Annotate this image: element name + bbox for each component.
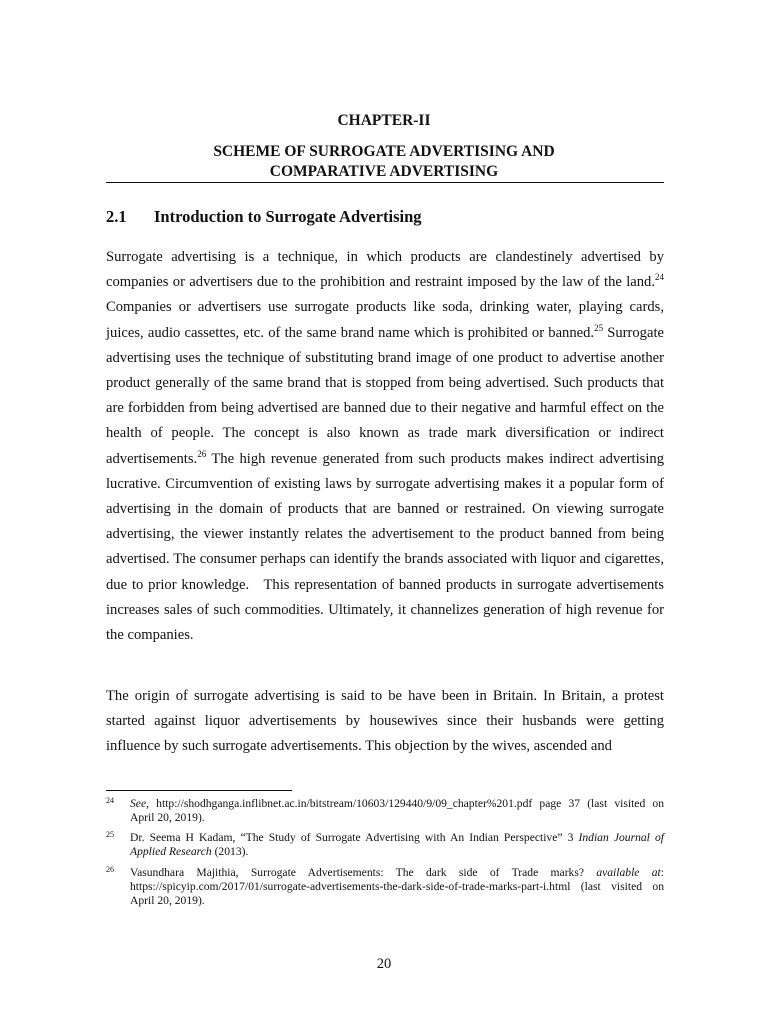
chapter-title-line-2: COMPARATIVE ADVERTISING xyxy=(269,163,499,180)
footnote-26 xyxy=(106,866,664,908)
chapter-title-line-1: SCHEME OF SURROGATE ADVERTISING AND xyxy=(213,143,555,160)
footnote-body: , http://shodhganga.inflibnet.ac.in/bitstream/10603/129440/9/09_chapter%201.pdf page 37 (last visited on April 20, 2019). xyxy=(130,797,664,824)
footnote-divider xyxy=(106,790,292,791)
paragraph-1-part-3: Surrogate advertising uses the technique of substituting brand image of one product to advertise another product generally of the same brand that is stopped from being advertised. Such products that are forbidden from being advertised are banned due to their negative and harmful effect on the health of people. The concept is also known as trade mark diversification or indirect advertisements. xyxy=(106,324,664,467)
footnote-body: Vasundhara Majithia, Surrogate Advertisements: The dark side of Trade marks? xyxy=(130,866,597,879)
paragraph-1-part-4: The high revenue generated from such products makes indirect advertising lucrative. Circumvention of existing laws by surrogate advertising makes it a popular form of advertising in the domain of products that are banned or restrained. On viewing surrogate advertising, the viewer instantly relates the advertisement to the product banned from being advertised. The consumer perhaps can identify the brands associated with liquor and cigarettes, due to prior knowledge. This representation of banned products in surrogate advertisements increases sales of such commodities. Ultimately, it channelizes generation of high revenue for the companies. xyxy=(106,450,664,644)
chapter-heading: CHAPTER-II xyxy=(337,112,431,129)
section-heading xyxy=(106,207,664,227)
title-divider xyxy=(106,182,664,183)
footnote-number: 24 xyxy=(106,796,114,805)
footnote-body-end: : https://spicyip.com/2017/01/surrogate-advertisements-the-dark-side-of-trade-marks-part-i.html (last visited on April 20, 2019). xyxy=(130,866,665,907)
section-title: Introduction to Surrogate Advertising xyxy=(154,207,422,226)
chapter-title xyxy=(150,142,618,182)
footnote-24 xyxy=(106,797,664,825)
paragraph-2: The origin of surrogate advertising is said to be have been in Britain. In Britain, a protest started against liquor advertisements by housewives since their husbands were getting influence by such surrogate advertisements. This objection by the wives, ascended and xyxy=(106,688,664,755)
footnote-italic: See xyxy=(130,797,147,810)
page-number: 20 xyxy=(376,956,392,972)
section-number: 2.1 xyxy=(106,207,127,226)
paragraph-1 xyxy=(106,245,664,648)
footnote-text xyxy=(130,866,664,908)
footnote-italic: Indian Journal of Applied Research xyxy=(130,831,664,858)
footnote-ref-24[interactable]: 24 xyxy=(655,272,664,283)
footnote-25 xyxy=(106,831,664,859)
footnote-ref-25[interactable]: 25 xyxy=(594,322,604,333)
footnote-number: 25 xyxy=(106,830,114,839)
footnote-italic: available at xyxy=(596,866,661,879)
footnote-body: Dr. Seema H Kadam, “The Study of Surrogate Advertising with An Indian Perspective” 3 xyxy=(130,831,579,844)
paragraph-1-part-2: Companies or advertisers use surrogate products like soda, drinking water, playing cards, juices, audio cassettes, etc. of the same brand name which is prohibited or banned. xyxy=(106,299,664,341)
footnote-ref-26[interactable]: 26 xyxy=(197,448,207,459)
footnote-number: 26 xyxy=(106,865,114,874)
footnote-text xyxy=(130,831,664,859)
footnote-text xyxy=(130,797,664,825)
footnote-body-end: (2013). xyxy=(211,845,249,858)
paragraph-1-part-1: Surrogate advertising is a technique, in which products are clandestinely advertised by companies or advertisers due to the prohibition and restraint imposed by the law of the land. xyxy=(106,249,664,291)
